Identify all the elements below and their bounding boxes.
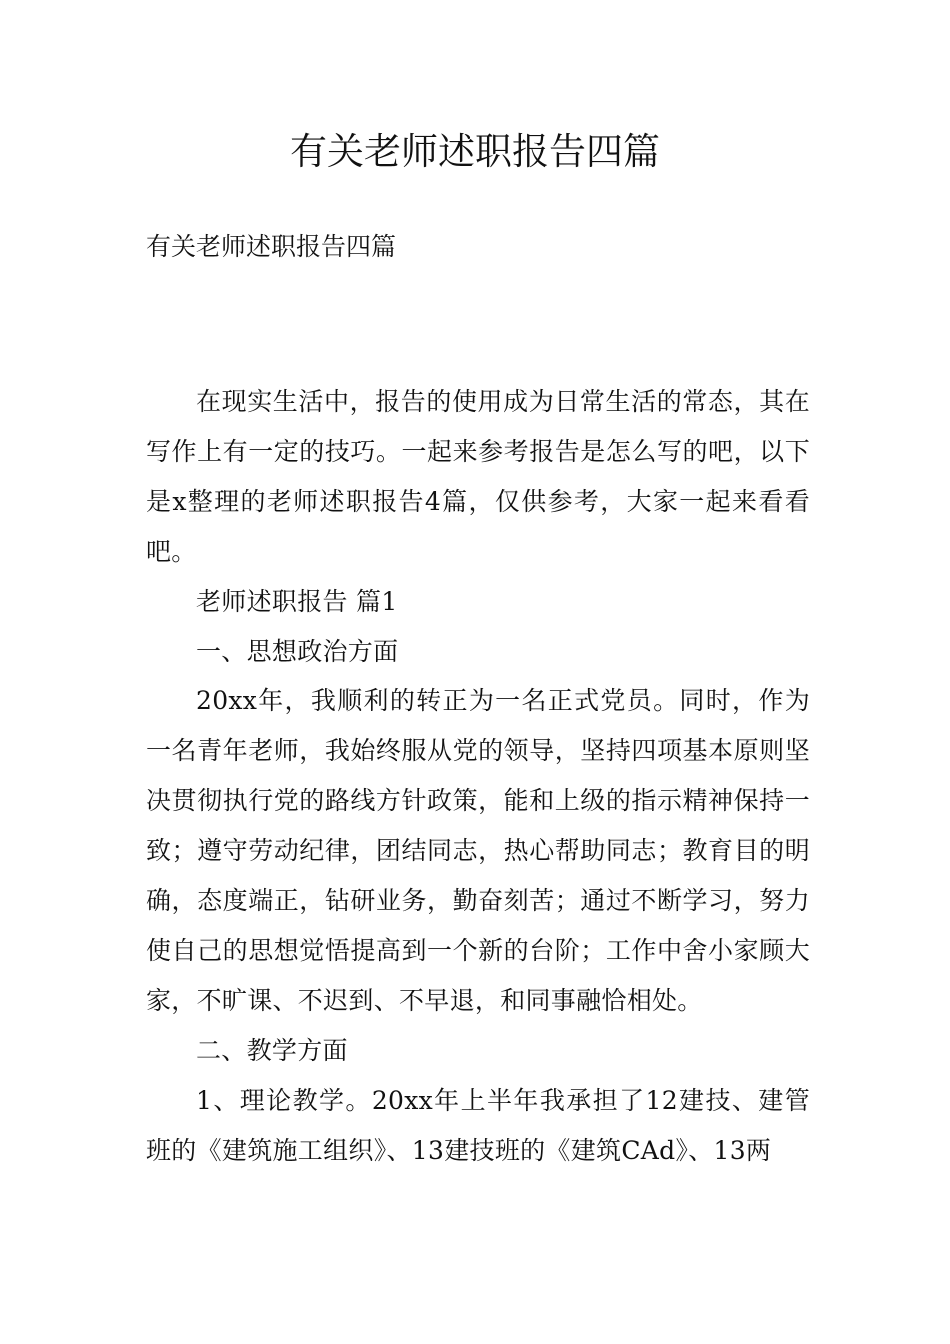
document-subtitle: 有关老师述职报告四篇	[146, 232, 397, 261]
document-body	[146, 377, 810, 1176]
document-title: 有关老师述职报告四篇	[290, 130, 660, 173]
section-heading-teaching: 二、教学方面	[196, 1035, 348, 1065]
section-heading-report-1: 老师述职报告 篇1	[196, 586, 398, 616]
intro-paragraph: 在现实生活中，报告的使用成为日常生活的常态，其在写作上有一定的技巧。一起来参考报告是怎么写的吧，以下是x整理的老师述职报告4篇，仅供参考，大家一起来看看吧。	[146, 387, 810, 566]
section-heading-political: 一、思想政治方面	[196, 636, 399, 666]
political-paragraph: 20xx年，我顺利的转正为一名正式党员。同时，作为一名青年老师，我始终服从党的领导，坚持四项基本原则坚决贯彻执行党的路线方针政策，能和上级的指示精神保持一致；遵守劳动纪律，团结同志，热心帮助同志；教育目的明确，态度端正，钻研业务，勤奋刻苦；通过不断学习，努力使自己的思想觉悟提高到一个新的台阶；工作中舍小家顾大家，不旷课、不迟到、不早退，和同事融恰相处。	[146, 686, 810, 1015]
teaching-paragraph: 1、理论教学。20xx年上半年我承担了12建技、建管班的《建筑施工组织》、13建技班的《建筑CAd》、13两	[146, 1085, 810, 1165]
